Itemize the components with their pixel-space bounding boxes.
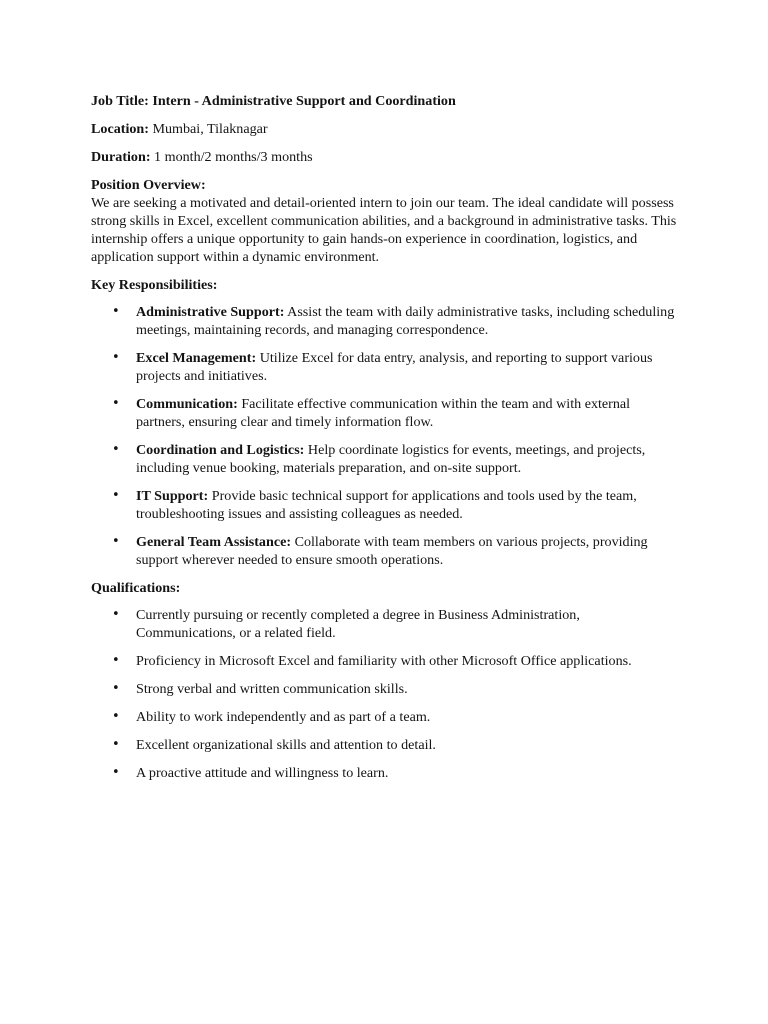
responsibility-text: Provide basic technical support for applications and tools used by the team, troubleshooting issues and assisting colleagues as needed. xyxy=(136,488,637,522)
duration-line xyxy=(91,148,681,166)
qualification-text: Strong verbal and written communication skills. xyxy=(136,681,408,697)
responsibility-item xyxy=(91,303,681,339)
responsibility-text: Facilitate effective communication within the team and with external partners, ensuring clear and timely information flow. xyxy=(136,396,631,430)
bullet-icon: • xyxy=(112,607,120,622)
responsibilities-heading xyxy=(91,276,681,294)
responsibility-item xyxy=(91,395,681,431)
responsibility-item xyxy=(91,487,681,523)
bullet-icon: • xyxy=(112,765,120,780)
qualification-item xyxy=(91,708,681,726)
duration-label: Duration: xyxy=(91,149,151,165)
job-title-label: Job Title: xyxy=(91,93,149,109)
responsibility-label: Excel Management: xyxy=(136,350,257,366)
responsibility-label: IT Support: xyxy=(136,488,209,504)
responsibility-label: Administrative Support: xyxy=(136,304,285,320)
overview-heading-text: Position Overview: xyxy=(91,177,206,193)
bullet-icon: • xyxy=(112,709,120,724)
qualifications-heading xyxy=(91,579,681,597)
bullet-icon: • xyxy=(112,488,120,503)
responsibility-text: Help coordinate logistics for events, meetings, and projects, including venue booking, materials preparation, and on-site support. xyxy=(136,442,646,476)
qualifications-heading-text: Qualifications: xyxy=(91,580,181,596)
qualification-item xyxy=(91,764,681,782)
qualification-text: A proactive attitude and willingness to learn. xyxy=(136,765,389,781)
responsibility-label: Communication: xyxy=(136,396,238,412)
job-title-line xyxy=(91,92,681,110)
qualification-item xyxy=(91,736,681,754)
bullet-icon: • xyxy=(112,534,120,549)
qualification-text: Currently pursuing or recently completed a degree in Business Administration, Communications, or a related field. xyxy=(136,607,580,641)
location-value: Mumbai, Tilaknagar xyxy=(152,121,268,137)
qualification-item xyxy=(91,606,681,642)
responsibility-item xyxy=(91,349,681,385)
responsibility-text: Assist the team with daily administrative tasks, including scheduling meetings, maintaining records, and managing correspondence. xyxy=(136,304,675,338)
job-title-value: Intern - Administrative Support and Coordination xyxy=(152,93,456,109)
qualification-item xyxy=(91,680,681,698)
responsibility-item xyxy=(91,533,681,569)
overview-heading xyxy=(91,176,681,194)
responsibility-item xyxy=(91,441,681,477)
bullet-icon: • xyxy=(112,442,120,457)
bullet-icon: • xyxy=(112,396,120,411)
duration-value: 1 month/2 months/3 months xyxy=(154,149,313,165)
responsibility-text: Utilize Excel for data entry, analysis, and reporting to support various projects and initiatives. xyxy=(136,350,653,384)
qualification-text: Ability to work independently and as part of a team. xyxy=(136,709,431,725)
overview-text: We are seeking a motivated and detail-oriented intern to join our team. The ideal candidate will possess strong skills in Excel, excellent communication abilities, and a background in administrative tasks. This internship offers a unique opportunity to gain hands-on experience in coordination, logistics, and application support within a dynamic environment. xyxy=(91,195,677,265)
qualifications-list xyxy=(91,606,681,782)
responsibilities-list xyxy=(91,303,681,569)
responsibilities-heading-text: Key Responsibilities: xyxy=(91,277,218,293)
location-label: Location: xyxy=(91,121,149,137)
responsibility-label: General Team Assistance: xyxy=(136,534,292,550)
bullet-icon: • xyxy=(112,304,120,319)
qualification-text: Proficiency in Microsoft Excel and familiarity with other Microsoft Office applications. xyxy=(136,653,632,669)
bullet-icon: • xyxy=(112,653,120,668)
qualification-item xyxy=(91,652,681,670)
bullet-icon: • xyxy=(112,681,120,696)
bullet-icon: • xyxy=(112,350,120,365)
bullet-icon: • xyxy=(112,737,120,752)
responsibility-label: Coordination and Logistics: xyxy=(136,442,305,458)
qualification-text: Excellent organizational skills and attention to detail. xyxy=(136,737,436,753)
document-page xyxy=(91,92,681,792)
location-line xyxy=(91,120,681,138)
responsibility-text: Collaborate with team members on various projects, providing support wherever needed to ensure smooth operations. xyxy=(136,534,648,568)
